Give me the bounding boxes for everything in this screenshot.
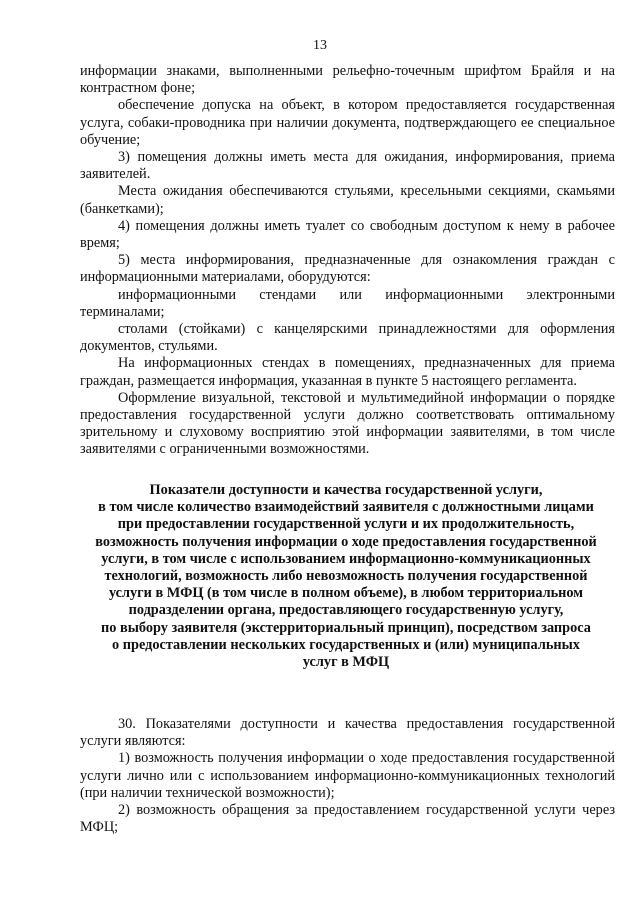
paragraph: 1) возможность получения информации о ходе предоставления государственной услуги лично или с использованием информационно-коммуникационных технологий (при наличии технической возможности); [80,750,615,801]
heading-line: возможность получения информации о ходе предоставления государственной [95,533,597,550]
paragraph: Оформление визуальной, текстовой и мультимедийной информации о порядке предоставления государственной услуги должно соответствовать оптимальному зрительному и слуховому восприятию этой информации заявителями, в том числе заявителями с ограниченными возможностями. [80,389,615,458]
heading-line: Показатели доступности и качества государственной услуги, [149,482,543,498]
heading-line: при предоставлении государственной услуги и их продолжительность, [117,516,575,533]
paragraph: На информационных стендах в помещениях, предназначенных для приема граждан, размещается информация, указанная в пункте 5 настоящего регламента. [80,355,615,389]
paragraph: обеспечение допуска на объект, в котором предоставляется государственная услуга, собаки-проводника при наличии документа, подтверждающего ее специальное обучение; [80,97,615,148]
paragraph: столами (стойками) с канцелярскими принадлежностями для оформления документов, стульями. [80,321,615,355]
paragraph: 5) места информирования, предназначенные для ознакомления граждан с информационными материалами, оборудуются: [80,252,615,286]
heading-line: подразделении органа, предоставляющего государственную услугу, [128,602,564,619]
heading-line: услуги, в том числе с использованием информационно-коммуникационных [101,550,591,567]
section-heading [72,482,620,671]
paragraph: 2) возможность обращения за предоставлением государственной услуги через МФЦ; [80,802,615,836]
heading-line: услуги в МФЦ (в том числе в полном объеме), в любом территориальном [108,585,584,602]
section-body-bottom [80,716,615,836]
paragraph: информационными стендами или информационными электронными терминалами; [80,286,615,320]
heading-line: технологий, возможность либо невозможность получения государственной [104,568,588,585]
paragraph: Места ожидания обеспечиваются стульями, кресельными секциями, скамьями (банкетками); [80,183,615,217]
paragraph: информации знаками, выполненными рельефно-точечным шрифтом Брайля и на контрастном фоне; [80,63,615,97]
section-body-top [80,63,615,459]
heading-line: о предоставлении нескольких государственных и (или) муниципальных [112,636,580,653]
page-number: 13 [313,38,327,53]
paragraph: 4) помещения должны иметь туалет со свободным доступом к нему в рабочее время; [80,217,615,252]
paragraph: 3) помещения должны иметь места для ожидания, информирования, приема заявителей. [80,149,615,183]
paragraph: 30. Показателями доступности и качества предоставления государственной услуги являются: [80,716,615,750]
heading-line: по выбору заявителя (экстерриториальный принцип), посредством запроса [101,619,591,636]
heading-line: в том числе количество взаимодействий заявителя с должностными лицами [98,499,594,516]
heading-line: услуг в МФЦ [302,654,390,671]
